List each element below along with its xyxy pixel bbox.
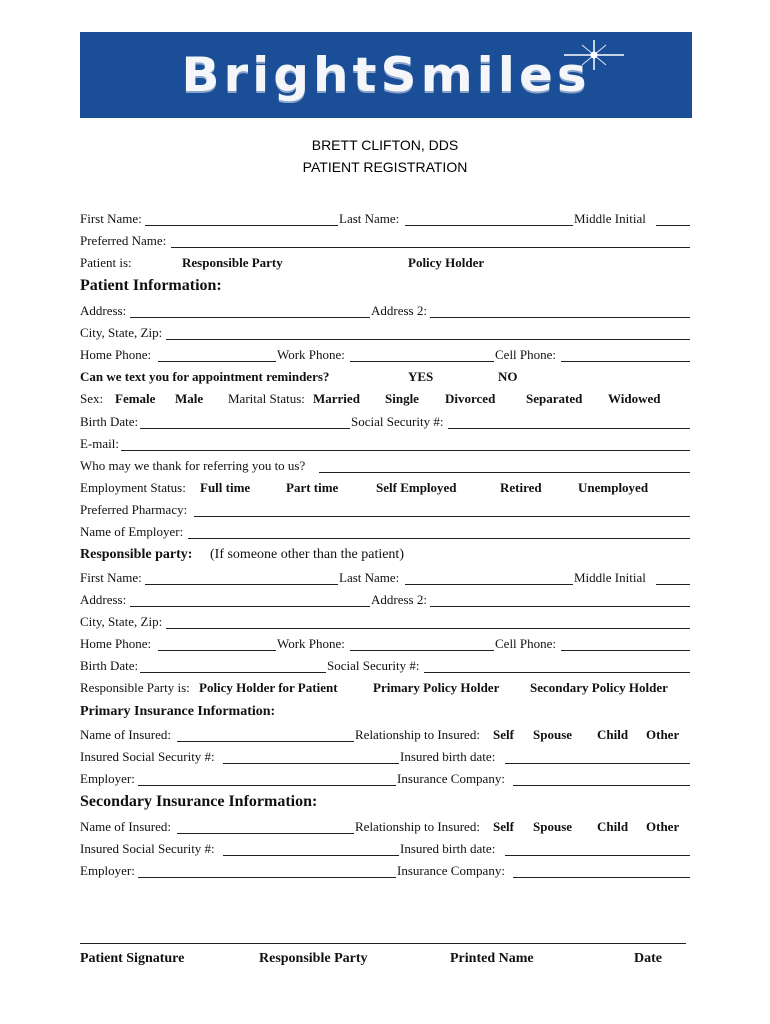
option-part-time[interactable]: Part time [286,480,339,495]
primary-insured-birth-date-field[interactable] [505,763,690,764]
cell-phone-label: Cell Phone: [495,347,557,362]
rp-address-row [80,591,692,609]
secondary-insurance-company-field[interactable] [513,877,690,878]
brightsmiles-logo [80,32,692,118]
primary-option-child[interactable]: Child [597,727,629,742]
employment-status-label: Employment Status: [80,480,186,495]
date-label: Date [634,951,662,966]
name-of-employer-field[interactable] [188,538,690,539]
secondary-option-child[interactable]: Child [597,819,629,834]
birth-ss-row [80,413,692,431]
name-of-employer-label: Name of Employer: [80,524,184,539]
rp-cell-phone-label: Cell Phone: [495,636,557,651]
secondary-option-other[interactable]: Other [646,819,680,834]
rp-address-field[interactable] [130,606,370,607]
option-male[interactable]: Male [175,391,204,406]
name-row [80,210,692,228]
address2-field[interactable] [430,317,690,318]
city-row [80,324,692,342]
primary-insurance-heading-row [80,703,692,721]
home-phone-label: Home Phone: [80,347,152,362]
secondary-ss-row [80,840,692,858]
work-phone-label: Work Phone: [277,347,345,362]
rp-middle-initial-field[interactable] [656,584,690,585]
rp-phones-row [80,635,692,653]
referral-field[interactable] [319,472,690,473]
rp-city-state-zip-label: City, State, Zip: [80,614,163,629]
practice-name: BRETT CLIFTON, DDS [311,137,459,153]
primary-option-other[interactable]: Other [646,727,680,742]
rp-middle-initial-label: Middle Initial [574,570,646,585]
secondary-employer-label: Employer: [80,863,135,878]
referral-label: Who may we thank for referring you to us? [80,458,306,473]
option-full-time[interactable]: Full time [200,480,251,495]
sparkle-icon [564,40,624,70]
city-state-zip-field[interactable] [166,339,690,340]
rp-social-security-field[interactable] [424,672,690,673]
primary-option-spouse[interactable]: Spouse [533,727,573,742]
option-primary-policy-holder[interactable]: Primary Policy Holder [373,680,500,695]
primary-insurance-heading: Primary Insurance Information: [80,704,276,719]
rp-work-phone-field[interactable] [350,650,494,651]
first-name-field[interactable] [145,225,338,226]
social-security-field[interactable] [448,428,690,429]
email-label: E-mail: [80,436,119,451]
preferred-name-field[interactable] [171,247,690,248]
first-name-label: First Name: [80,211,142,226]
secondary-employer-field[interactable] [138,877,396,878]
address2-label: Address 2: [371,303,427,318]
last-name-field[interactable] [405,225,573,226]
secondary-employer-row [80,862,692,880]
rp-birth-ss-row [80,657,692,675]
patient-signature-label: Patient Signature [80,951,185,966]
secondary-name-of-insured-label: Name of Insured: [80,819,171,834]
secondary-insurance-company-label: Insurance Company: [397,863,505,878]
patient-is-label: Patient is: [80,255,132,270]
email-row [80,435,692,453]
preferred-pharmacy-label: Preferred Pharmacy: [80,502,188,517]
option-widowed[interactable]: Widowed [608,391,661,406]
social-security-label: Social Security #: [351,414,444,429]
option-separated[interactable]: Separated [526,391,583,406]
preferred-name-row [80,232,692,250]
secondary-option-spouse[interactable]: Spouse [533,819,573,834]
option-no[interactable]: NO [498,369,518,384]
rp-address2-field[interactable] [430,606,690,607]
phones-row [80,346,692,364]
option-single[interactable]: Single [385,391,419,406]
secondary-insured-birth-date-label: Insured birth date: [400,841,496,856]
responsible-party-heading-row [80,546,692,564]
form-title: PATIENT REGISTRATION [302,159,468,175]
rp-name-row [80,569,692,587]
primary-insured-ss-field[interactable] [223,763,399,764]
address-row [80,302,692,320]
primary-ss-row [80,748,692,766]
primary-relationship-label: Relationship to Insured: [355,727,480,742]
rp-address-label: Address: [80,592,127,607]
primary-insurance-company-field[interactable] [513,785,690,786]
rp-address2-label: Address 2: [371,592,427,607]
rp-first-name-field[interactable] [145,584,338,585]
responsible-party-heading: Responsible party: [80,547,193,562]
option-self-employed[interactable]: Self Employed [376,480,457,495]
option-married[interactable]: Married [313,391,360,406]
primary-employer-row [80,770,692,788]
home-phone-field[interactable] [158,361,276,362]
address-field[interactable] [130,317,370,318]
secondary-insured-ss-field[interactable] [223,855,399,856]
option-policy-holder-for-patient[interactable]: Policy Holder for Patient [199,680,338,695]
secondary-insured-ss-label: Insured Social Security #: [80,841,215,856]
city-state-zip-label: City, State, Zip: [80,325,163,340]
sex-marital-row [80,390,692,408]
text-question: Can we text you for appointment reminders? [80,369,330,384]
primary-employer-label: Employer: [80,771,135,786]
birth-date-label: Birth Date: [80,414,139,429]
patient-is-row [80,254,692,272]
logo-text: BrightSmiles [181,47,591,103]
secondary-insurance-heading: Secondary Insurance Information: [80,793,318,810]
middle-initial-label: Middle Initial [574,211,646,226]
primary-insured-ss-label: Insured Social Security #: [80,749,215,764]
preferred-pharmacy-field[interactable] [194,516,690,517]
primary-option-self[interactable]: Self [493,727,514,742]
patient-information-heading: Patient Information: [80,277,222,294]
rp-last-name-field[interactable] [405,584,573,585]
middle-initial-field[interactable] [656,225,690,226]
last-name-label: Last Name: [339,211,400,226]
pharmacy-row [80,501,692,519]
option-retired[interactable]: Retired [500,480,542,495]
rp-city-row [80,613,692,631]
option-responsible-party[interactable]: Responsible Party [182,255,283,270]
option-yes[interactable]: YES [408,369,434,384]
rp-first-name-label: First Name: [80,570,142,585]
rp-social-security-label: Social Security #: [327,658,420,673]
primary-insured-row [80,726,692,744]
secondary-option-self[interactable]: Self [493,819,514,834]
work-phone-field[interactable] [350,361,494,362]
rp-last-name-label: Last Name: [339,570,400,585]
rp-birth-date-label: Birth Date: [80,658,139,673]
option-divorced[interactable]: Divorced [445,391,496,406]
secondary-insured-row [80,818,692,836]
rp-work-phone-label: Work Phone: [277,636,345,651]
preferred-name-label: Preferred Name: [80,233,167,248]
cell-phone-field[interactable] [561,361,690,362]
secondary-insured-birth-date-field[interactable] [505,855,690,856]
option-female[interactable]: Female [115,391,156,406]
employer-row [80,523,692,541]
signature-line[interactable] [80,943,686,944]
employment-row [80,479,692,497]
rp-home-phone-field[interactable] [158,650,276,651]
rp-city-state-zip-field[interactable] [166,628,690,629]
address-label: Address: [80,303,127,318]
referral-row [80,457,692,475]
responsible-party-is-label: Responsible Party is: [80,680,190,695]
text-reminder-row [80,368,692,386]
secondary-relationship-label: Relationship to Insured: [355,819,480,834]
option-secondary-policy-holder[interactable]: Secondary Policy Holder [530,680,668,695]
sex-label: Sex: [80,391,104,406]
primary-name-of-insured-field[interactable] [177,741,354,742]
rp-home-phone-label: Home Phone: [80,636,152,651]
option-unemployed[interactable]: Unemployed [578,480,649,495]
birth-date-field[interactable] [140,428,350,429]
email-field[interactable] [121,450,690,451]
option-policy-holder[interactable]: Policy Holder [408,255,485,270]
rp-cell-phone-field[interactable] [561,650,690,651]
primary-employer-field[interactable] [138,785,396,786]
secondary-name-of-insured-field[interactable] [177,833,354,834]
responsible-party-note: (If someone other than the patient) [210,547,404,562]
rp-birth-date-field[interactable] [140,672,326,673]
primary-insured-birth-date-label: Insured birth date: [400,749,496,764]
rp-is-row [80,679,692,697]
primary-name-of-insured-label: Name of Insured: [80,727,171,742]
responsible-party-signature-label: Responsible Party [259,951,368,966]
marital-status-label: Marital Status: [228,391,305,406]
printed-name-label: Printed Name [450,951,534,966]
primary-insurance-company-label: Insurance Company: [397,771,505,786]
